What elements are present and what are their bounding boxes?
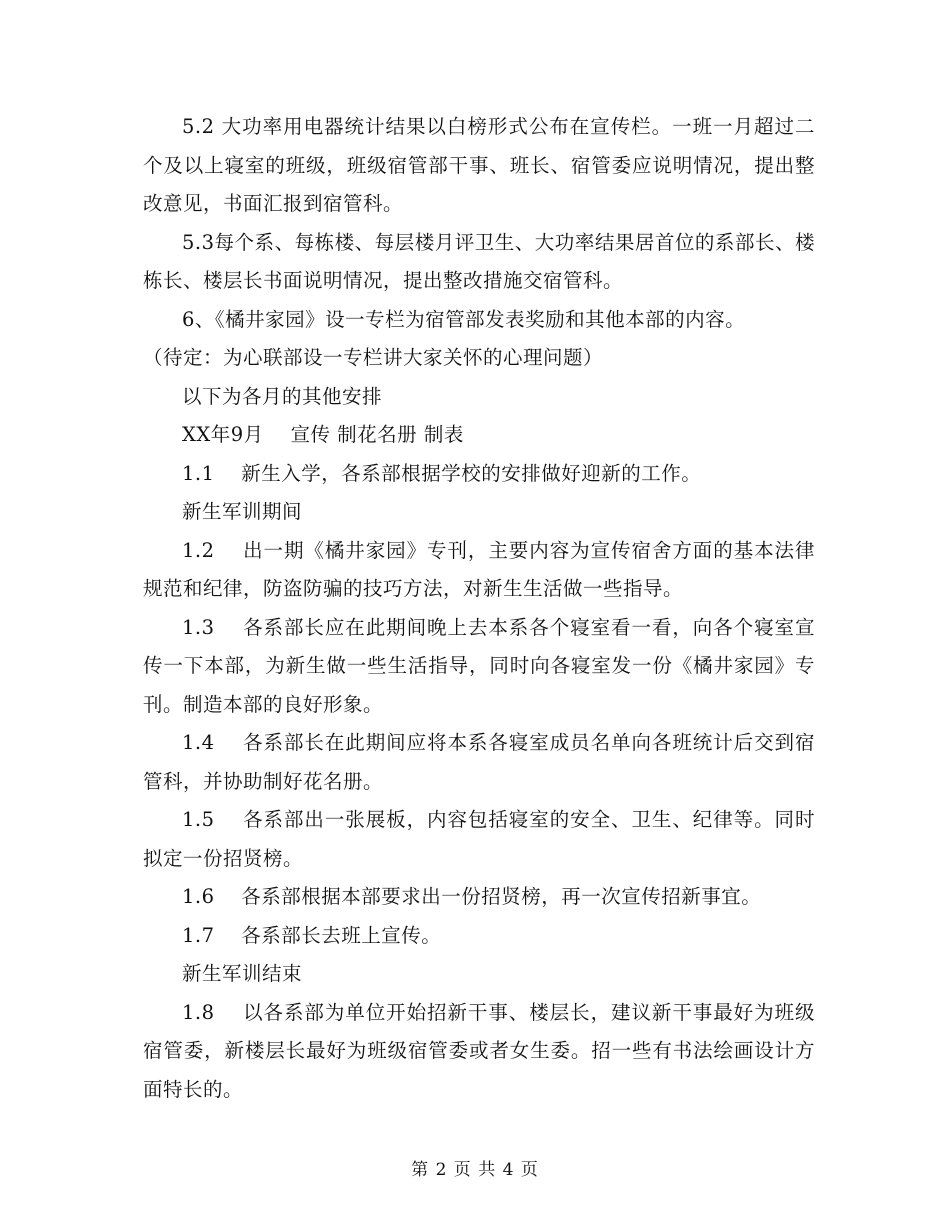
paragraph-1-3: 1.3 各系部长应在此期间晚上去本系各个寝室看一看，向各个寝室宣传一下本部，为新生做一些生活指导，同时向各寝室发一份《橘井家园》专刊。制造本部的良好形象。 (143, 615, 815, 716)
paragraph-1-8: 1.8 以各系部为单位开始招新干事、楼层长，建议新干事最好为班级宿管委，新楼层长最好为班级宿管委或者女生委。招一些有书法绘画设计方面特长的。 (143, 1000, 815, 1101)
paragraph-1-5: 1.5 各系部出一张展板，内容包括寝室的安全、卫生、纪律等。同时拟定一份招贤榜。 (143, 808, 815, 870)
paragraph-pending-note: （待定：为心联部设一专栏讲大家关怀的心理问题） (143, 346, 604, 369)
paragraph-military-training-end: 新生军训结束 (182, 962, 303, 985)
paragraph-5-2: 5.2 大功率用电器统计结果以白榜形式公布在宣传栏。一班一月超过二个及以上寝室的班级，班级宿管部干事、班长、宿管委应说明情况，提出整改意见，书面汇报到宿管科。 (143, 115, 815, 215)
paragraph-1-2: 1.2 出一期《橘井家园》专刊，主要内容为宣传宿舍方面的基本法律规范和纪律，防盗防骗的技巧方法，对新生生活做一些指导。 (143, 538, 815, 600)
paragraph-military-training-period: 新生军训期间 (182, 500, 303, 523)
paragraph-1-4: 1.4 各系部长在此期间应将本系各寝室成员名单向各班统计后交到宿管科，并协助制好花名册。 (143, 731, 815, 793)
paragraph-monthly-intro: 以下为各月的其他安排 (182, 384, 383, 408)
paragraph-1-1: 1.1 新生入学，各系部根据学校的安排做好迎新的工作。 (182, 461, 702, 485)
paragraph-1-7: 1.7 各系部长去班上宣传。 (182, 923, 442, 947)
document-body (143, 108, 815, 1109)
page-number-footer: 第 2 页 共 4 页 (411, 1160, 539, 1180)
paragraph-1-6: 1.6 各系部根据本部要求出一份招贤榜，再一次宣传招新事宜。 (182, 885, 762, 908)
paragraph-6: 6、《橘井家园》设一专栏为宿管部发表奖励和其他本部的内容。 (182, 307, 746, 331)
paragraph-5-3: 5.3每个系、每栋楼、每层楼月评卫生、大功率结果居首位的系部长、楼栋长、楼层长书面说明情况，提出整改措施交宿管科。 (143, 230, 815, 292)
paragraph-september-heading: XX年9月 宣传 制花名册 制表 (182, 423, 464, 446)
